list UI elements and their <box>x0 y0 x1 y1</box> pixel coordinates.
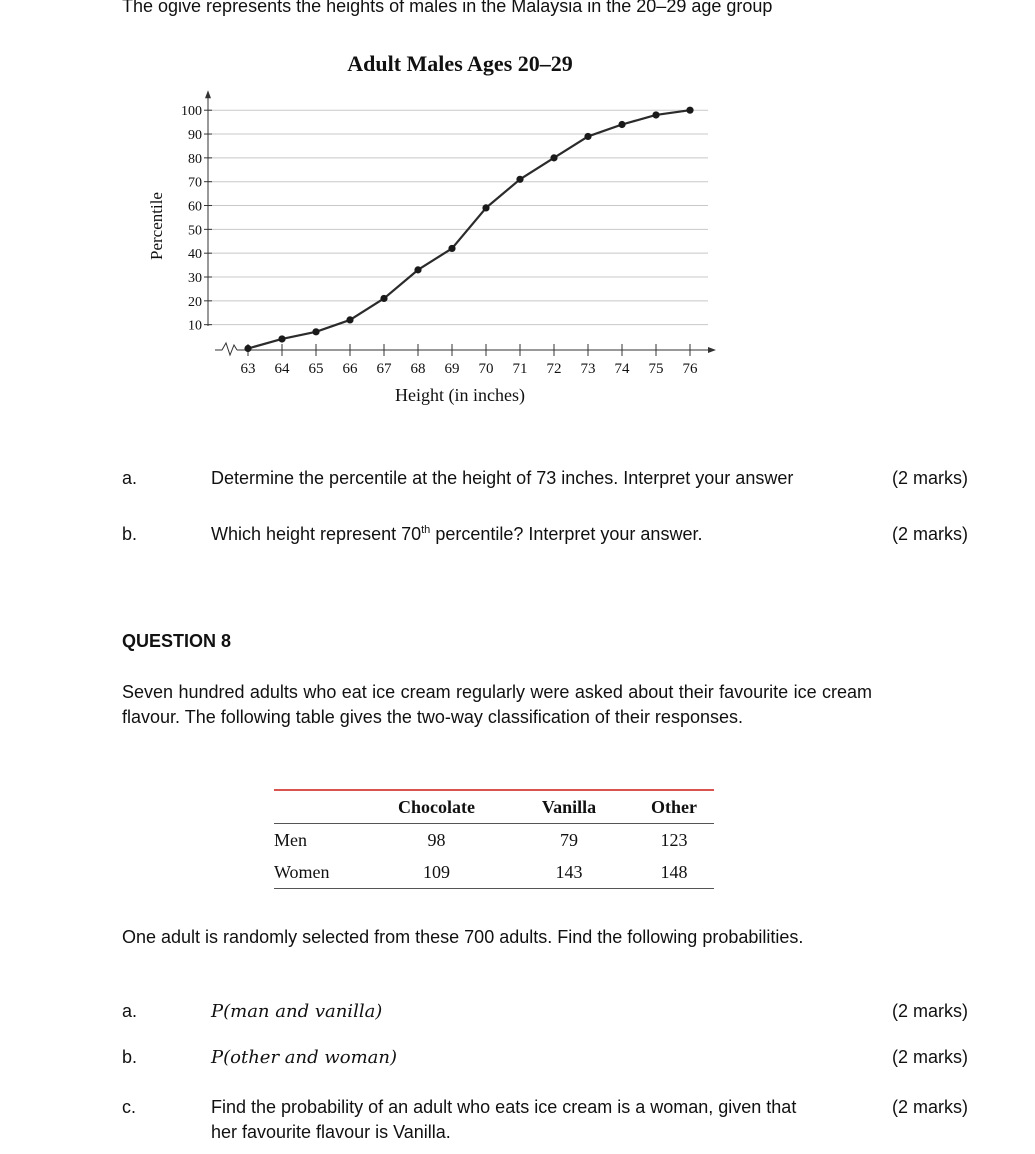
table-cell: 98 <box>427 829 446 850</box>
y-tick-label: 40 <box>188 247 202 263</box>
x-tick-label: 67 <box>376 361 392 377</box>
row-label-women: Women <box>274 861 330 882</box>
data-point <box>686 107 693 114</box>
q8-selection-text: One adult is randomly selected from these 700 adults. Find the following probabilities. <box>122 927 804 947</box>
x-tick-label: 70 <box>478 361 494 377</box>
x-tick-label: 65 <box>308 361 324 377</box>
y-tick-label: 70 <box>188 175 202 191</box>
y-tick-label: 50 <box>188 223 202 239</box>
y-tick-label: 100 <box>181 104 202 120</box>
q8-b-text: P(other and woman) <box>211 1047 398 1068</box>
q7-b-superscript: th <box>421 524 431 536</box>
table-cell: 79 <box>560 829 578 850</box>
q8-a-text: P(man and vanilla) <box>211 1001 383 1022</box>
x-tick-label: 63 <box>240 361 256 377</box>
q8-paragraph: Seven hundred adults who eat ice cream regularly were asked about their favourite ice cream flavour. The following table gives the two-way classification of their responses. <box>122 682 872 727</box>
x-tick-label: 75 <box>648 361 664 377</box>
y-tick-label: 30 <box>188 271 202 287</box>
data-point <box>414 266 421 273</box>
x-tick-label: 74 <box>614 361 630 377</box>
chart-x-axis-label: Height (in inches) <box>395 385 525 405</box>
x-tick-label: 72 <box>546 361 562 377</box>
data-point <box>278 335 285 342</box>
q8-b-label: b. <box>122 1047 138 1067</box>
data-point <box>618 121 625 128</box>
y-tick-label: 80 <box>188 151 202 167</box>
table-header-row <box>274 790 714 824</box>
data-point <box>584 133 591 140</box>
row-label-men: Men <box>274 829 307 850</box>
data-point <box>516 176 523 183</box>
x-tick-label: 71 <box>512 361 528 377</box>
data-point <box>448 245 455 252</box>
y-tick-labels <box>181 104 212 333</box>
table-row <box>274 824 714 857</box>
q8-a-marks: (2 marks) <box>892 1001 968 1021</box>
data-point <box>550 154 557 161</box>
x-tick-label: 64 <box>274 361 290 377</box>
question-8-heading: QUESTION 8 <box>122 631 232 651</box>
table-corner <box>274 790 369 824</box>
q8-c-label: c. <box>122 1097 137 1117</box>
x-tick-label: 69 <box>444 361 460 377</box>
table-cell: 123 <box>660 829 688 850</box>
x-tick-label: 68 <box>410 361 426 377</box>
chart-title: Adult Males Ages 20–29 <box>347 51 573 76</box>
table-cell: 109 <box>423 861 450 882</box>
q7-b-text-after: percentile? Interpret your answer. <box>430 524 703 544</box>
data-point <box>652 111 659 118</box>
data-point <box>482 204 489 211</box>
intro-text: The ogive represents the heights of males in the Malaysia in the 20–29 age group <box>122 0 773 16</box>
ogive-chart <box>0 0 1035 420</box>
column-header-chocolate: Chocolate <box>369 790 504 824</box>
q7-a-label: a. <box>122 468 138 488</box>
q7-b-label: b. <box>122 524 138 544</box>
y-tick-label: 10 <box>188 318 202 334</box>
data-point <box>312 328 319 335</box>
q8-c-marks: (2 marks) <box>892 1097 968 1117</box>
q7-b-text <box>211 524 702 545</box>
chart-y-axis-label: Percentile <box>147 192 166 260</box>
q7-a-marks: (2 marks) <box>892 468 968 488</box>
table-cell: 148 <box>660 861 688 882</box>
q8-a-label: a. <box>122 1001 138 1021</box>
column-header-vanilla: Vanilla <box>504 790 634 824</box>
chart-axes <box>205 90 716 355</box>
x-axis-break <box>215 343 237 355</box>
q8-b-marks: (2 marks) <box>892 1047 968 1067</box>
x-axis-arrow <box>708 347 716 353</box>
x-tick-label: 73 <box>580 361 596 377</box>
q8-c-text-line1: Find the probability of an adult who eats ice cream is a woman, given that <box>211 1097 797 1117</box>
y-axis-arrow <box>205 90 211 98</box>
column-header-other: Other <box>634 790 714 824</box>
y-tick-label: 20 <box>188 294 202 310</box>
table-cell: 143 <box>555 861 583 882</box>
q7-b-text-before: Which height represent 70 <box>211 524 422 544</box>
q7-a-text: Determine the percentile at the height of 73 inches. Interpret your answer <box>211 468 794 488</box>
table-row <box>274 856 714 889</box>
data-point <box>244 345 251 352</box>
x-tick-label: 66 <box>342 361 358 377</box>
q8-c-text-line2: her favourite flavour is Vanilla. <box>211 1122 451 1142</box>
data-point <box>380 295 387 302</box>
y-tick-label: 60 <box>188 199 202 215</box>
q7-b-marks: (2 marks) <box>892 524 968 544</box>
data-point <box>346 316 353 323</box>
y-tick-label: 90 <box>188 128 202 144</box>
x-tick-label: 76 <box>682 361 698 377</box>
flavour-table <box>274 789 714 889</box>
x-tick-labels <box>241 344 699 377</box>
chart-grid <box>208 110 708 324</box>
